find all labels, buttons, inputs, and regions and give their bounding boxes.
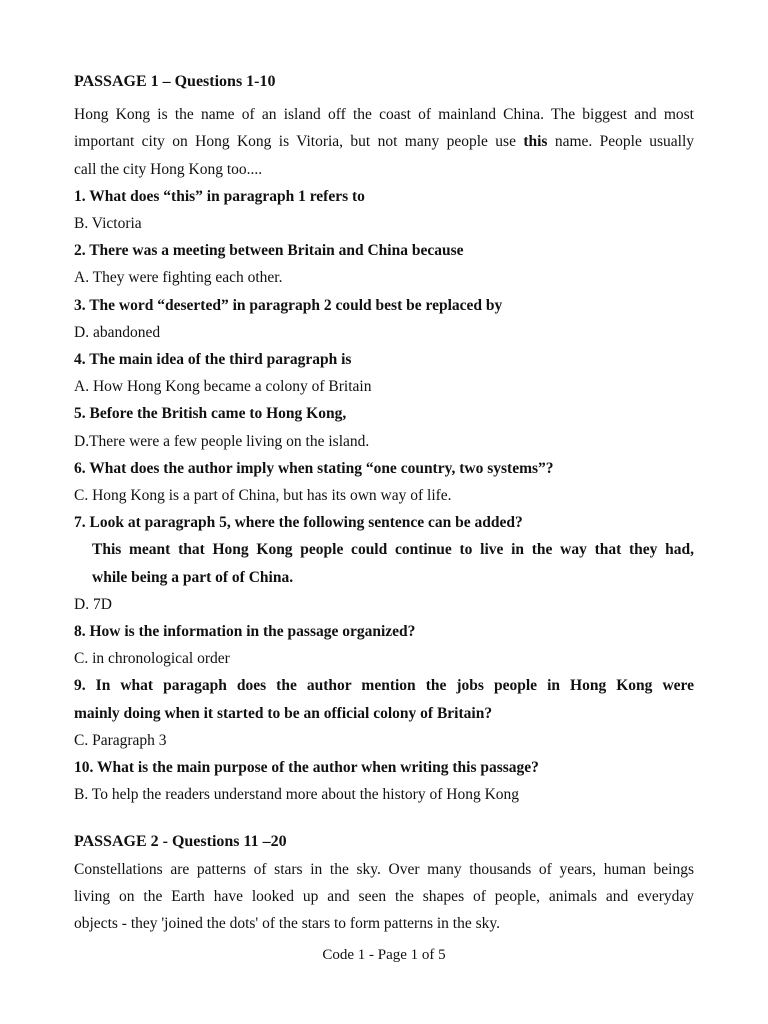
document-page: [74, 68, 694, 937]
answer-9: C. Paragraph 3: [74, 731, 167, 749]
question-5: 5. Before the British came to Hong Kong,: [74, 405, 347, 423]
passage1-intro: [74, 101, 694, 183]
answer-10: B. To help the readers understand more about the history of Hong Kong: [74, 786, 520, 804]
answer-5: D.There were a few people living on the island.: [74, 432, 370, 450]
answer-8: C. in chronological order: [74, 650, 230, 668]
question-3: 3. The word “deserted” in paragraph 2 could best be replaced by: [74, 296, 503, 314]
intro-line-2-pre: important city on Hong Kong is Vitoria, but not many people use: [74, 133, 524, 151]
question-8: 8. How is the information in the passage organized?: [74, 623, 416, 641]
intro-line-1: Hong Kong is the name of an island off the coast of mainland China. The biggest and most: [74, 106, 694, 124]
question-7-quote-line-1: This meant that Hong Kong people could continue to live in the way that they had,: [92, 541, 694, 559]
answer-2: A. They were fighting each other.: [74, 269, 283, 287]
answer-7: D. 7D: [74, 595, 112, 613]
question-10: 10. What is the main purpose of the author when writing this passage?: [74, 759, 539, 777]
passage2-line-1: Constellations are patterns of stars in the sky. Over many thousands of years, human beings: [74, 860, 694, 878]
question-7-quote-line-2: while being a part of of China.: [92, 568, 294, 586]
passage2-line-2: living on the Earth have looked up and seen the shapes of people, animals and everyday: [74, 887, 694, 905]
answer-1: B. Victoria: [74, 215, 142, 233]
question-9-line-1: 9. In what paragaph does the author mention the jobs people in Hong Kong were: [74, 677, 694, 695]
answer-3: D. abandoned: [74, 323, 161, 341]
question-7: 7. Look at paragraph 5, where the following sentence can be added?: [74, 514, 523, 532]
question-9-line-2: mainly doing when it started to be an official colony of Britain?: [74, 704, 493, 722]
answer-4: A. How Hong Kong became a colony of Britain: [74, 378, 372, 396]
page-footer: Code 1 - Page 1 of 5: [322, 947, 446, 963]
intro-line-2-bold: this: [523, 133, 548, 151]
question-2: 2. There was a meeting between Britain and China because: [74, 242, 464, 260]
passage2-line-3: objects - they 'joined the dots' of the stars to form patterns in the sky.: [74, 915, 501, 933]
intro-line-2-post: name. People usually: [547, 133, 694, 151]
intro-line-3: call the city Hong Kong too....: [74, 160, 263, 178]
passage2-text: [74, 856, 694, 938]
question-4: 4. The main idea of the third paragraph is: [74, 351, 352, 369]
question-1: 1. What does “this” in paragraph 1 refers to: [74, 187, 365, 205]
intro-line-2: [74, 128, 694, 155]
passage2-heading: PASSAGE 2 - Questions 11 –20: [74, 833, 287, 851]
question-6: 6. What does the author imply when stating “one country, two systems”?: [74, 459, 554, 477]
passage1-heading: PASSAGE 1 – Questions 1-10: [74, 73, 276, 90]
answer-6: C. Hong Kong is a part of China, but has its own way of life.: [74, 487, 452, 505]
